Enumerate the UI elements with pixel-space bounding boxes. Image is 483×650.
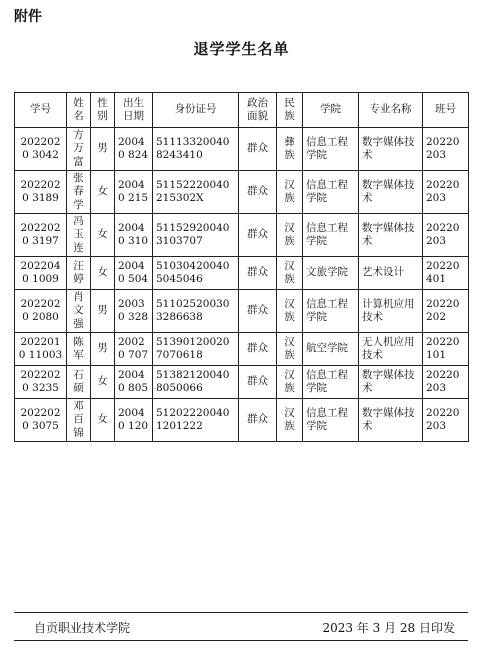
cell-political-status: 群众: [239, 257, 277, 290]
cell-class: 20220 203: [423, 366, 469, 399]
footer-issue-date: 2023 年 3 月 28 日印发: [322, 621, 455, 635]
cell-student-id: 2022020 2080: [15, 290, 67, 333]
cell-student-id: 2022020 3189: [15, 171, 67, 214]
cell-ethnicity: 汉族: [277, 171, 303, 214]
cell-class: 20220 203: [423, 214, 469, 257]
cell-student-id: 2022040 1009: [15, 257, 67, 290]
cell-major: 无人机应用技术: [359, 333, 423, 366]
cell-gender: 男: [91, 290, 115, 333]
withdrawal-student-table: [14, 92, 469, 442]
cell-political-status: 群众: [239, 333, 277, 366]
column-header-birth-date: 出生日期: [115, 93, 153, 128]
cell-id-number: 51152920040 3103707: [153, 214, 239, 257]
cell-ethnicity: 汉族: [277, 290, 303, 333]
cell-birth-date: 20040 215: [115, 171, 153, 214]
cell-name: 张春学: [67, 171, 91, 214]
cell-student-id: 2022020 3042: [15, 128, 67, 171]
attachment-label: 附件: [14, 9, 42, 25]
column-header-college: 学院: [303, 93, 359, 128]
cell-student-id: 2022020 3235: [15, 366, 67, 399]
column-header-political-status: 政治面貌: [239, 93, 277, 128]
cell-name: 陈军: [67, 333, 91, 366]
cell-ethnicity: 汉族: [277, 214, 303, 257]
cell-class: 20220 203: [423, 399, 469, 442]
cell-birth-date: 20040 805: [115, 366, 153, 399]
cell-major: 计算机应用技术: [359, 290, 423, 333]
cell-id-number: 51382120040 8050066: [153, 366, 239, 399]
cell-gender: 女: [91, 214, 115, 257]
cell-class: 20220 202: [423, 290, 469, 333]
cell-major: 数字媒体技术: [359, 214, 423, 257]
cell-major: 艺术设计: [359, 257, 423, 290]
table-row: [15, 366, 469, 399]
cell-political-status: 群众: [239, 171, 277, 214]
cell-gender: 男: [91, 128, 115, 171]
cell-birth-date: 20030 328: [115, 290, 153, 333]
table-row: [15, 399, 469, 442]
cell-class: 20220 101: [423, 333, 469, 366]
cell-class: 20220 203: [423, 128, 469, 171]
cell-ethnicity: 汉族: [277, 333, 303, 366]
cell-college: 信息工程学院: [303, 128, 359, 171]
cell-birth-date: 20020 707: [115, 333, 153, 366]
cell-political-status: 群众: [239, 290, 277, 333]
cell-birth-date: 20040 824: [115, 128, 153, 171]
cell-ethnicity: 彝族: [277, 128, 303, 171]
cell-name: 邓百锦: [67, 399, 91, 442]
cell-college: 信息工程学院: [303, 399, 359, 442]
cell-major: 数字媒体技术: [359, 128, 423, 171]
cell-id-number: 51390120020 7070618: [153, 333, 239, 366]
cell-ethnicity: 汉族: [277, 366, 303, 399]
cell-major: 数字媒体技术: [359, 366, 423, 399]
cell-college: 航空学院: [303, 333, 359, 366]
cell-major: 数字媒体技术: [359, 399, 423, 442]
cell-college: 信息工程学院: [303, 171, 359, 214]
cell-birth-date: 20040 504: [115, 257, 153, 290]
cell-class: 20220 401: [423, 257, 469, 290]
cell-political-status: 群众: [239, 399, 277, 442]
table-header-row: [15, 93, 469, 128]
cell-gender: 女: [91, 366, 115, 399]
column-header-gender: 性别: [91, 93, 115, 128]
cell-name: 汪婷: [67, 257, 91, 290]
cell-student-id: 2022020 3075: [15, 399, 67, 442]
cell-student-id: 2022020 3197: [15, 214, 67, 257]
cell-gender: 女: [91, 171, 115, 214]
cell-gender: 女: [91, 257, 115, 290]
table-row: [15, 214, 469, 257]
cell-ethnicity: 汉族: [277, 257, 303, 290]
cell-gender: 男: [91, 333, 115, 366]
cell-major: 数字媒体技术: [359, 171, 423, 214]
cell-id-number: 51202220040 1201222: [153, 399, 239, 442]
table-row: [15, 333, 469, 366]
table-row: [15, 128, 469, 171]
table-row: [15, 290, 469, 333]
footer-rule-top: [14, 612, 468, 613]
cell-political-status: 群众: [239, 128, 277, 171]
cell-college: 文旅学院: [303, 257, 359, 290]
cell-political-status: 群众: [239, 366, 277, 399]
cell-college: 信息工程学院: [303, 366, 359, 399]
cell-college: 信息工程学院: [303, 290, 359, 333]
table-row: [15, 257, 469, 290]
cell-class: 20220 203: [423, 171, 469, 214]
column-header-ethnicity: 民族: [277, 93, 303, 128]
document-title: 退学学生名单: [193, 40, 290, 58]
cell-birth-date: 20040 120: [115, 399, 153, 442]
cell-birth-date: 20040 310: [115, 214, 153, 257]
column-header-name: 姓名: [67, 93, 91, 128]
table-row: [15, 171, 469, 214]
cell-political-status: 群众: [239, 214, 277, 257]
cell-name: 石硕: [67, 366, 91, 399]
cell-name: 方万富: [67, 128, 91, 171]
cell-id-number: 51113320040 8243410: [153, 128, 239, 171]
cell-id-number: 51152220040 215302X: [153, 171, 239, 214]
cell-id-number: 51102520030 3286638: [153, 290, 239, 333]
cell-name: 肖文强: [67, 290, 91, 333]
cell-name: 冯玉连: [67, 214, 91, 257]
cell-student-id: 2022010 11003: [15, 333, 67, 366]
footer-issuer: 自贡职业技术学院: [34, 621, 131, 635]
cell-ethnicity: 汉族: [277, 399, 303, 442]
cell-college: 信息工程学院: [303, 214, 359, 257]
column-header-student-id: 学号: [15, 93, 67, 128]
column-header-id-number: 身份证号: [153, 93, 239, 128]
column-header-class: 班号: [423, 93, 469, 128]
column-header-major: 专业名称: [359, 93, 423, 128]
footer-rule-bottom: [14, 640, 468, 641]
cell-id-number: 51030420040 5045046: [153, 257, 239, 290]
cell-gender: 女: [91, 399, 115, 442]
